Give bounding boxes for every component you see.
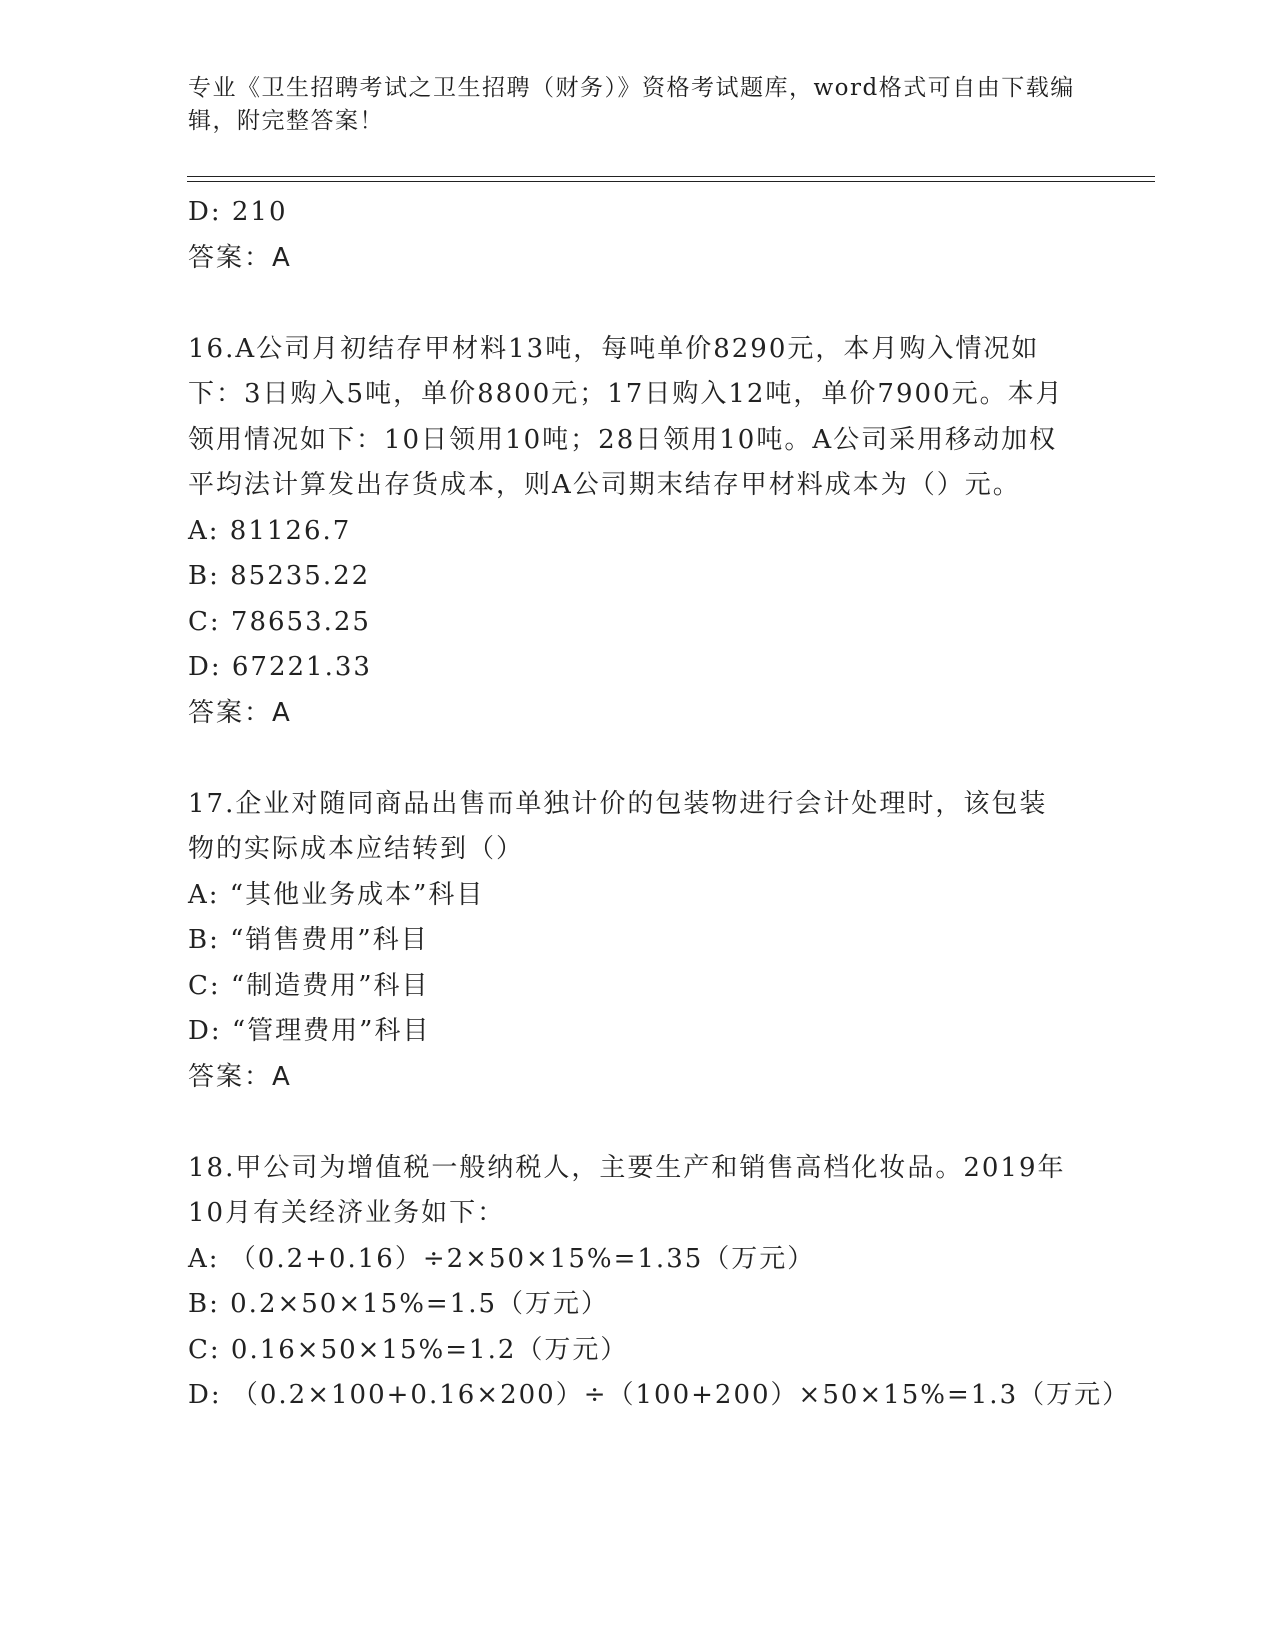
spacer xyxy=(188,281,1068,327)
spacer xyxy=(188,736,1068,782)
question-18-option-d: D: （0.2×100+0.16×200）÷（100+200）×50×15%=1.3（万元） xyxy=(188,1380,1131,1410)
question-18-option-b: B: 0.2×50×15%=1.5（万元） xyxy=(188,1289,610,1319)
question-18-option-c: C: 0.16×50×15%=1.2（万元） xyxy=(188,1334,629,1365)
question-17-stem: 17.企业对随同商品出售而单独计价的包装物进行会计处理时，该包装物的实际成本应结转到（） xyxy=(188,788,1048,864)
prev-option-d: D: 210 xyxy=(188,197,288,227)
page-header: 专业《卫生招聘考试之卫生招聘（财务）》资格考试题库，word格式可自由下载编辑，附完整答案！ xyxy=(188,75,1075,134)
question-16-answer: 答案：A xyxy=(188,697,292,728)
question-17-option-b: B: “销售费用”科目 xyxy=(188,925,429,955)
spacer xyxy=(188,1100,1068,1146)
question-16-option-a: A: 81126.7 xyxy=(188,515,352,546)
question-16-option-b: B: 85235.22 xyxy=(188,561,371,591)
question-16-option-d: D: 67221.33 xyxy=(188,652,372,682)
question-16-option-c: C: 78653.25 xyxy=(188,606,371,637)
question-17-answer: 答案：A xyxy=(188,1061,292,1092)
header-divider-top xyxy=(187,176,1155,177)
question-18-stem: 18.甲公司为增值税一般纳税人，主要生产和销售高档化妆品。2019年10月有关经济业务如下： xyxy=(188,1152,1066,1228)
question-content xyxy=(188,190,1131,1419)
header-divider-bottom xyxy=(187,181,1155,182)
question-18-option-a: A: （0.2+0.16）÷2×50×15%=1.35（万元） xyxy=(188,1243,816,1274)
prev-answer: 答案：A xyxy=(188,242,292,273)
question-17-option-c: C: “制造费用”科目 xyxy=(188,970,430,1001)
question-17-option-d: D: “管理费用”科目 xyxy=(188,1016,431,1046)
question-16-stem: 16.A公司月初结存甲材料13吨，每吨单价8290元，本月购入情况如下：3日购入5吨，单价8800元；17日购入12吨，单价7900元。本月领用情况如下：10日领用10吨；28日领用10吨。A公司采用移动加权平均法计算发出存货成本，则A公司期末结存甲材料成本为（）元。 xyxy=(188,333,1064,500)
question-17-option-a: A: “其他业务成本”科目 xyxy=(188,879,485,910)
